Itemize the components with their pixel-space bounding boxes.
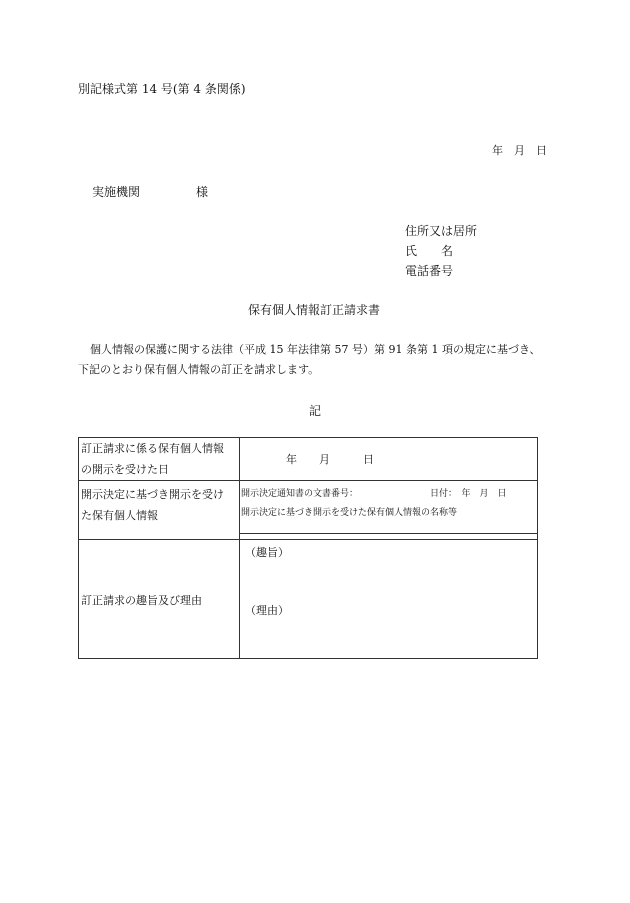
table-row-divider [79,480,537,481]
form-number-label: 別記様式第 14 号(第 4 条関係) [78,82,246,96]
table-row-divider [79,539,537,540]
addressee-honorific: 様 [196,185,209,199]
disclosure-date-value[interactable]: 年 月 日 [286,453,374,466]
request-table [78,437,538,659]
requester-phone-label: 電話番号 [405,264,454,278]
purpose-label[interactable]: （趣旨） [245,546,289,559]
reason-label[interactable]: （理由） [245,604,289,617]
body-text-line-2: 下記のとおり保有個人情報の訂正を請求します。 [78,363,320,376]
purpose-reason-label: 訂正請求の趣旨及び理由 [81,594,202,607]
disclosed-info-name[interactable]: 開示決定に基づき開示を受けた保有個人情報の名称等 [241,508,458,518]
notice-date[interactable]: 日付： 年 月 日 [430,489,507,499]
notice-document-number[interactable]: 開示決定通知書の文書番号： [241,489,359,499]
table-column-divider [239,438,240,658]
date-line: 年 月 日 [492,144,547,157]
requester-address-label: 住所又は居所 [405,224,478,238]
addressee-org: 実施機関 [92,185,141,199]
disclosure-date-label: 訂正請求に係る保有個人情報 の開示を受けた日 [81,442,224,476]
disclosed-info-label: 開示決定に基づき開示を受け た保有個人情報 [81,488,224,522]
requester-name-label: 氏 名 [405,244,454,258]
document-title: 保有個人情報訂正請求書 [248,303,381,317]
ki-heading: 記 [309,404,322,418]
body-text-line-1: 個人情報の保護に関する法律（平成 15 年法律第 57 号）第 91 条第 1 項の規定に基づき、 [90,343,541,356]
table-row-divider [239,533,537,534]
